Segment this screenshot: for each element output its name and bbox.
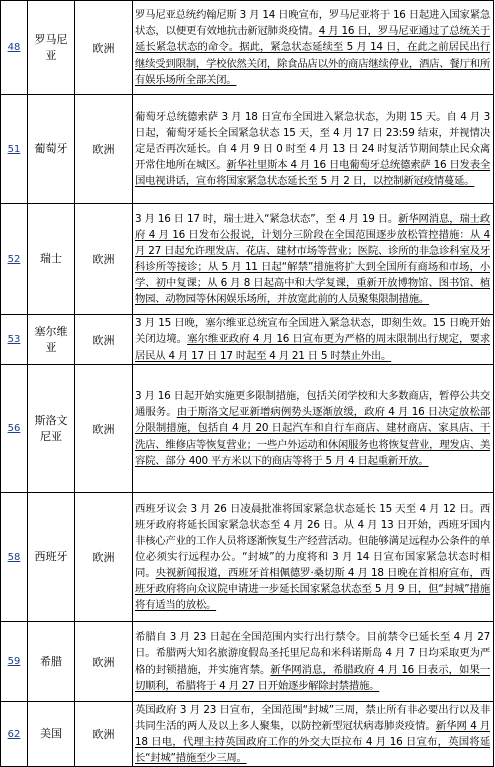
row-number: 62 bbox=[1, 702, 28, 767]
measure-text-update: 新华社里斯本 4 月 16 日电葡萄牙总统德索萨 16 日发表全国电视讲话，宣布将国家紧急状态延长至 5 月 2 日，以控制新冠疫情蔓延。 bbox=[135, 159, 490, 188]
measure-text-original: 罗马尼亚总统约翰尼斯 3 月 14 日晚宣布，罗马尼亚将于 16 日起进入国家紧急状态，以便更有效地抗击新冠肺炎疫情。 bbox=[135, 9, 490, 38]
row-number: 48 bbox=[1, 1, 28, 95]
row-number: 52 bbox=[1, 204, 28, 315]
region-name: 欧洲 bbox=[75, 493, 133, 622]
table-row bbox=[1, 204, 494, 315]
table-row bbox=[1, 95, 494, 204]
measure-text-original: 3 月 16 日起开始实施更多限制措施，包括关闭学校和大多数商店，暂停公共交通服务。 bbox=[135, 390, 490, 419]
row-number: 53 bbox=[1, 315, 28, 365]
country-name: 葡萄牙 bbox=[28, 95, 75, 204]
table-row bbox=[1, 622, 494, 702]
table-row bbox=[1, 702, 494, 767]
row-number: 59 bbox=[1, 622, 28, 702]
country-name: 西班牙 bbox=[28, 493, 75, 622]
measure-text-update: 塞尔维亚政府 4 月 16 日宣布更为严格的周末限制出行规定，要求居民从 4 月 17 日 17 时起至 4 月 21 日 5 时禁止外出。 bbox=[135, 333, 490, 362]
measure-details bbox=[133, 365, 494, 493]
table-row bbox=[1, 1, 494, 95]
measure-text-original: 葡萄牙总统德索萨 3 月 18 日宣布全国进入紧急状态，为期 15 天。自 4 月 3 日起，葡萄牙延长全国紧急状态 15 天，至 4 月 17 日 23:59 结束，并视情决定是否再次延长。自 4 月 9 日 0 时至 4 月 13 日 24 时复活节期间禁止民众离开常住地所在城区。 bbox=[135, 110, 490, 172]
measure-text-update: 新华网消息，希腊政府 4 月 16 日表示，如果一切顺利，希腊将于 4 月 27 日开始逐步解除封禁措施。 bbox=[135, 663, 491, 692]
country-name: 斯洛文尼亚 bbox=[28, 365, 75, 493]
region-name: 欧洲 bbox=[75, 315, 133, 365]
measure-text-update: 4 月 16 日，罗马尼亚通过了总统关于延长紧急状态的命令。据此，紧急状态延续至 5 月 14 日，在此之前居民出行继续受到限制，学校依然关闭，除食品店以外的商店继续停业，酒店、餐厅和所有娱乐场所全部关闭。 bbox=[135, 25, 491, 86]
row-number: 51 bbox=[1, 95, 28, 204]
country-name: 瑞士 bbox=[28, 204, 75, 315]
measure-text-update: 新华网消息，瑞士政府 4 月 16 日发布公报说，计划分三阶段在全国范围逐步放松管控措施：从 4 月 27 日起允许理发店、花店、建材市场等营业；医院、诊所的非急诊科室及牙科诊所等接诊；从 5 月 11 日起“解禁”措施将扩大到全国所有商场和市场，小学、初中复课；从 6 月 8 日起高中和大学复课，重新开放博物馆、图书馆、植物园、动物园等休闲娱乐场所，并放宽此前的人员聚集限制措施。 bbox=[135, 212, 490, 306]
table-row bbox=[1, 315, 494, 365]
region-name: 欧洲 bbox=[75, 365, 133, 493]
measure-text-update: 新华网 4 月 18 日电，代理主持英国政府工作的外交大臣拉布 4 月 16 日宣布，英国将延长“封城”措施至少三周。 bbox=[135, 720, 491, 765]
measure-details bbox=[133, 493, 494, 622]
country-name: 罗马尼亚 bbox=[28, 1, 75, 95]
region-name: 欧洲 bbox=[75, 95, 133, 204]
measure-details bbox=[133, 95, 494, 204]
measure-text-update: 由于斯洛文尼亚新增病例势头逐渐放缓，政府 4 月 16 日决定放松部分限制措施，包括自 4 月 20 日起汽车和自行车商店、建材商店、家具店、干洗店、维修店等恢复营业；一些户外运动和休闲服务也将恢复营业，理发店、美容院、部分 400 平方米以下的商店等将于 5 月 4 日起重新开放。 bbox=[135, 406, 491, 467]
region-name: 欧洲 bbox=[75, 1, 133, 95]
measure-details bbox=[133, 204, 494, 315]
region-name: 欧洲 bbox=[75, 204, 133, 315]
region-name: 欧洲 bbox=[75, 702, 133, 767]
region-name: 欧洲 bbox=[75, 622, 133, 702]
measure-details bbox=[133, 702, 494, 767]
row-number: 58 bbox=[1, 493, 28, 622]
measure-text-original: 3 月 15 日晚，塞尔维亚总统宣布全国进入紧急状态，即刻生效。15 日晚开始关闭边境。 bbox=[135, 317, 490, 346]
table-row bbox=[1, 365, 494, 493]
measure-text-original: 西班牙议会 3 月 26 日凌晨批准将国家紧急状态延长 15 天至 4 月 12 日。西班牙政府将延长国家紧急状态至 4 月 26 日。从 4 月 13 日开始，西班牙国内非核心产业的工作人员将逐渐恢复生产经营活动。但能够满足远程办公条件的单位必须实行远程办公。“封城”的力度将和 3 月 14 日宣布国家紧急状态时相同。 bbox=[135, 502, 490, 580]
measure-details bbox=[133, 622, 494, 702]
measure-details bbox=[133, 315, 494, 365]
country-name: 塞尔维亚 bbox=[28, 315, 75, 365]
measure-details bbox=[133, 1, 494, 95]
measure-text-update: 央视新闻报道，西班牙首相佩德罗·桑切斯 4 月 18 日晚在首相府宣布，西班牙政府将向众议院申请进一步延长国家紧急状态至 5 月 9 日，但“封城”措施将有适当的放松。 bbox=[135, 567, 490, 612]
country-name: 希腊 bbox=[28, 622, 75, 702]
country-name: 美国 bbox=[28, 702, 75, 767]
row-number: 56 bbox=[1, 365, 28, 493]
measure-text-original: 希腊自 3 月 23 日起在全国范围内实行出行禁令。目前禁令已延长至 4 月 27 日。希腊两大知名旅游度假岛圣托里尼岛和米科诺斯岛 4 月 7 日均采取更为严格的封锁措施，并实施宵禁。 bbox=[135, 631, 490, 676]
measure-text-original: 英国政府 3 月 23 日宣布，全国范围“封城”三周，禁止所有非必要出行以及非共同生活的两人及以上多人聚集，以防控新型冠状病毒肺炎疫情。 bbox=[135, 704, 490, 733]
table-row bbox=[1, 493, 494, 622]
table-body bbox=[1, 1, 494, 767]
measure-text-original: 3 月 16 日 17 时，瑞士进入“紧急状态”，至 4 月 19 日。 bbox=[135, 212, 399, 225]
